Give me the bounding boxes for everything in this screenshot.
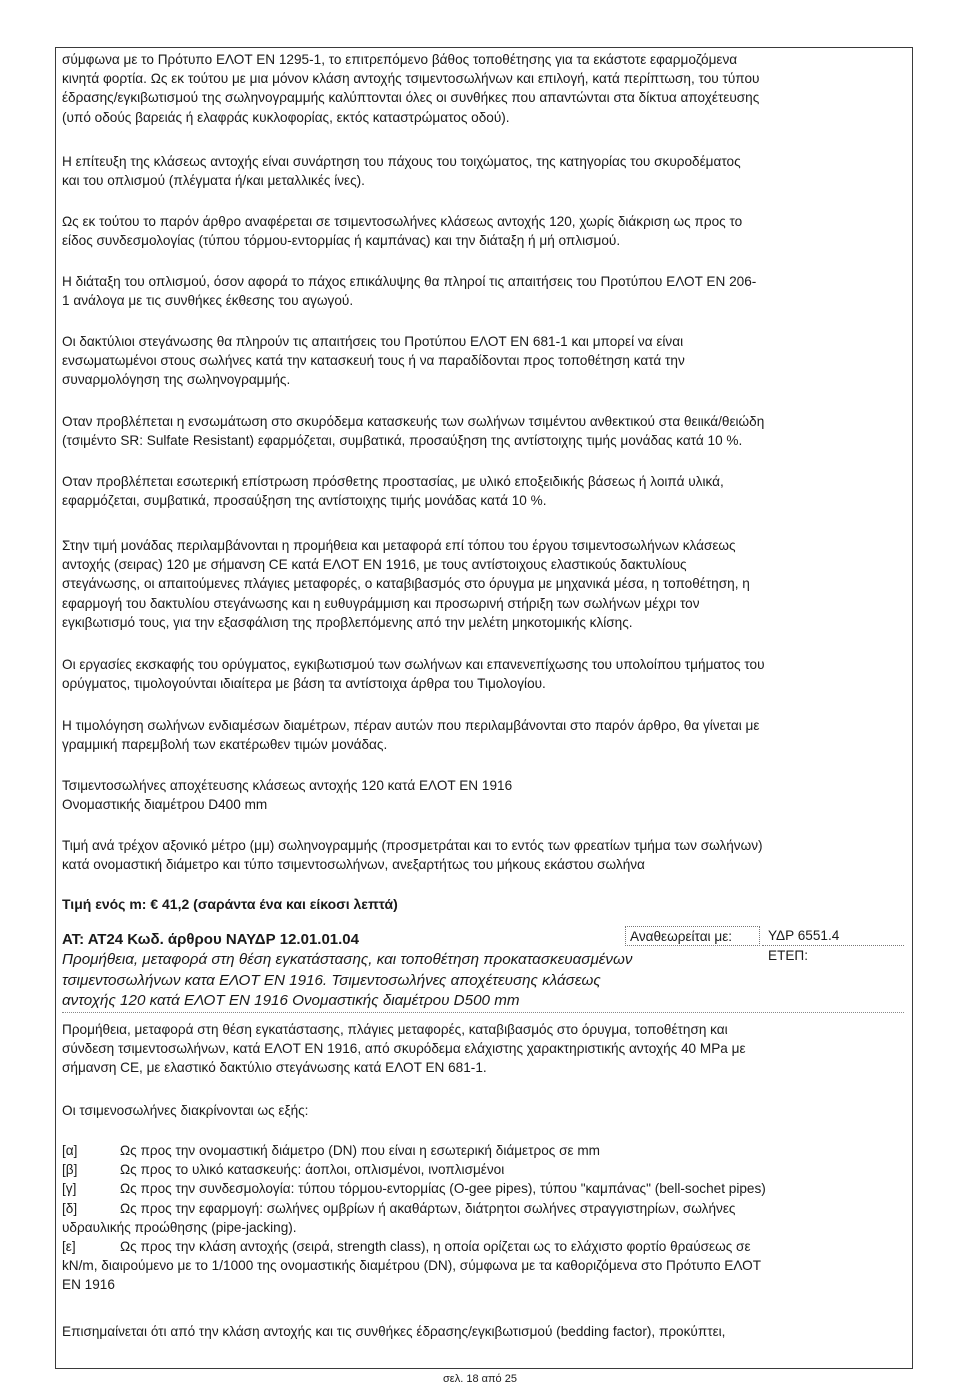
list-key: [ε] (62, 1239, 76, 1255)
paragraph-sulfate-cement: Οταν προβλέπεται η ενσωμάτωση στο σκυρόδεμα κατασκευής των σωλήνων τσιμέντου ανθεκτικού στα θειικά/θειώδη (τσιμέντο SR: Sulfate Resistant) εφαρμόζεται, συμβατικά, προσαύξηση της αντίστοιχης τιμής μονάδας κατά 10 %. (62, 414, 765, 449)
paragraph-closing: Επισημαίνεται ότι από την κλάση αντοχής και τις συνθήκες έδρασης/εγκιβωτισμού (bedding factor), προκύπτει, (62, 1324, 726, 1339)
list-item (62, 1237, 904, 1256)
paragraph-interpolation: Η τιμολόγηση σωλήνων ενδιαμέσων διαμέτρων, πέραν αυτών που περιλαμβάνονται στο παρόν άρθρο, θα γίνεται με γραμμική παρεμβολή των εκατέρωθεν τιμών μονάδας. (62, 718, 760, 753)
list-item (62, 1141, 904, 1160)
paragraph-pipe-spec: Τσιμεντοσωλήνες αποχέτευσης κλάσεως αντοχής 120 κατά ΕΛΟΤ ΕΝ 1916 Ονομαστικής διαμέτρου D400 mm (62, 778, 513, 813)
list-key: [β] (62, 1162, 78, 1178)
article-header (62, 926, 904, 1014)
list-item (62, 1160, 904, 1179)
list-text: Ως προς την εφαρμογή: σωλήνες ομβρίων ή ακαθάρτων, διάτρητοι σωλήνες στραγγιστηρίων, σωλήνες (120, 1200, 736, 1216)
list-item-continuation: kN/m, διαιρούμενο με το 1/1000 της ονομαστικής διαμέτρου (DN), σύμφωνα με τα καθοριζόμενα στο Πρότυπο ΕΛΟΤ ΕΝ 1916 (62, 1258, 762, 1293)
paragraph-excavation: Οι εργασίες εκσκαφής του ορύγματος, εγκιβωτισμού των σωλήνων και επανενεπίχωσης του υπολοίπου τμήματος του ορύγματος, τιμολογούνται ιδιαίτερα με βάση τα αντίστοιχα άρθρα του Τιμολογίου. (62, 657, 765, 692)
page-number: σελ. 18 από 25 (443, 1373, 517, 1385)
list-text: Ως προς το υλικό κατασκευής: άοπλοι, οπλισμένοι, ινοπλισμένοι (120, 1162, 505, 1178)
article-description: Προμήθεια, μεταφορά στη θέση εγκατάστασης, και τοποθέτηση προκατασκευασμένων τσιμεντοσωλήνων κατα ΕΛΟΤ ΕΝ 1916. Τσιμεντοσωλήνες αποχέτευσης κλάσεως αντοχής 120 κατά ΕΛΟΤ ΕΝ 1916 Ονομαστικής διαμέτρου D500 mm (62, 951, 633, 1009)
list-text: Ως προς την κλάση αντοχής (σειρά, strength class), η οποία ορίζεται ως το ελάχιστο φορτίο θραύσεως σε (120, 1239, 751, 1255)
paragraph-supply-description: Προμήθεια, μεταφορά στη θέση εγκατάστασης, πλάγιες μεταφορές, καταβιβασμός στο όρυγμα, τοποθέτηση και σύνδεση τσιμεντοσωλήνων, κατά ΕΛΟΤ ΕΝ 1916, από σκυρόδεμα ελάχιστης χαρακτηριστικής αντοχής 40 MPa με σήμανση CE, με ελαστικό δακτύλιο στεγάνωσης κατά ΕΛΟΤ ΕΝ 681-1. (62, 1022, 746, 1076)
etep-label: ΕΤΕΠ: (768, 948, 809, 963)
paragraph-reinforcement: Η διάταξη του οπλισμού, όσον αφορά το πάχος επικάλυψης θα πληροί τις απαιτήσεις του Προτύπου ΕΛΟΤ ΕΝ 206- 1 ανάλογα με τις συνθήκες έκθεσης του αγωγού. (62, 274, 757, 309)
list-key: [γ] (62, 1181, 77, 1197)
paragraph-unit-price-includes: Στην τιμή μονάδας περιλαμβάνονται η προμήθεια και μεταφορά επί τόπου του έργου τσιμεντοσωλήνων κλάσεως αντοχής (σειρας) 120 με σήμανση CE κατά ΕΛΟΤ ΕΝ 1916, με τους αντίστοιχους ελαστικούς δακτυλίους στεγάνωσης, οι απαιτούμενες πλάγιες μεταφορές, ο καταβιβασμός στο όρυγμα με μηχανικά μέσα, η τοποθέτηση, η εφαρμογή του δακτυλίου στεγάνωσης και η ευθυγράμμιση και προσωρινή στήριξη των σωλήνων μέχρι τον εγκιβωτισμό τους, για την εξασφάλιση της προβλεπόμενης από την μελέτη μηκοτομικής κλίσης. (62, 538, 750, 630)
paragraph-article-scope: Ως εκ τούτου το παρόν άρθρο αναφέρεται σε τσιμεντοσωλήνες κλάσεως αντοχής 120, χωρίς διάκριση ως προς το είδος συνδεσμολογίας (τύπου τόρμου-εντορμίας ή καμπάνας) και την διάταξη ή μή οπλισμού. (62, 214, 743, 249)
classification-list (62, 1141, 904, 1295)
unit-price: Τιμή ενός m: € 41,2 (σαράντα ένα και είκοσι λεπτά) (62, 896, 398, 912)
list-item (62, 1199, 904, 1218)
paragraph-classification-intro: Οι τσιμενοσωλήνες διακρίνονται ως εξής: (62, 1103, 309, 1118)
paragraph-internal-coating: Οταν προβλέπεται εσωτερική επίστρωση πρόσθετης προστασίας, με υλικό εποξειδικής βάσεως ή λοιπά υλικά, εφαρμόζεται, συμβατικά, προσαύξηση της αντίστοιχης τιμής μονάδας κατά 10 %. (62, 474, 724, 509)
list-key: [δ] (62, 1200, 78, 1216)
paragraph-burial-depth: σύμφωνα με το Πρότυπο ΕΛΟΤ ΕΝ 1295-1, το επιτρεπόμενο βάθος τοποθέτησης για τα εκάστοτε εφαρμοζόμενα κινητά φορτία. Ως εκ τούτου με μια μόνον κλάση αντοχής τσιμεντοσωλήνων και επιλογή, κατά περίπτωση, του τύπου έδρασης/εγκιβωτισμού της σωληνογραμμής καλύπτονται όλες οι συνθήκες που απαντώνται στα δίκτυα αποχέτευσης (υπό οδούς βαρειάς ή ελαφράς κυκλοφορίας, εκτός καταστρώματος οδού). (62, 52, 760, 125)
list-item (62, 1179, 904, 1198)
article-title: ΑΤ: ΑΤ24 Κωδ. άρθρου ΝΑΥΔΡ 12.01.01.04 (62, 931, 359, 948)
list-key: [α] (62, 1143, 78, 1158)
list-text: Ως προς την συνδεσμολογία: τύπου τόρμου-εντορμίας (O-gee pipes), τύπου "καμπάνας" (bell-sochet pipes) (120, 1181, 766, 1197)
paragraph-strength-class: Η επίτευξη της κλάσεως αντοχής είναι συνάρτηση του πάχους του τοιχώματος, της κατηγορίας του σκυροδέματος και του οπλισμού (πλέγματα ή/και μεταλλικές ίνες). (62, 154, 741, 189)
revision-code: ΥΔΡ 6551.4 (762, 926, 904, 946)
header-divider (62, 1012, 904, 1013)
list-text: Ως προς την ονομαστική διάμετρο (DN) που είναι η εσωτερική διάμετρος σε mm (120, 1143, 600, 1158)
list-item-continuation: υδραυλικής προώθησης (pipe-jacking). (62, 1219, 297, 1235)
paragraph-measurement: Τιμή ανά τρέχον αξονικό μέτρο (μμ) σωληνογραμμής (προσμετράται και το εντός των φρεατίων τμήμα των σωλήνων) κατά ονομαστική διάμετρο και τύπο τσιμεντοσωλήνων, ανεξαρτήτως του μήκους εκάστου σωλήνα (62, 838, 763, 873)
revision-label: Αναθεωρείται με: (625, 926, 760, 946)
paragraph-sealing-rings: Οι δακτύλιοι στεγάνωσης θα πληρούν τις απαιτήσεις του Προτύπου ΕΛΟΤ ΕΝ 681-1 και μπορεί να είναι ενσωματωμένοι στους σωλήνες κατά την κατασκευή τους ή να παραδίδονται προς τοποθέτηση κατά την συναρμολόγηση της σωληνογραμμής. (62, 334, 685, 388)
